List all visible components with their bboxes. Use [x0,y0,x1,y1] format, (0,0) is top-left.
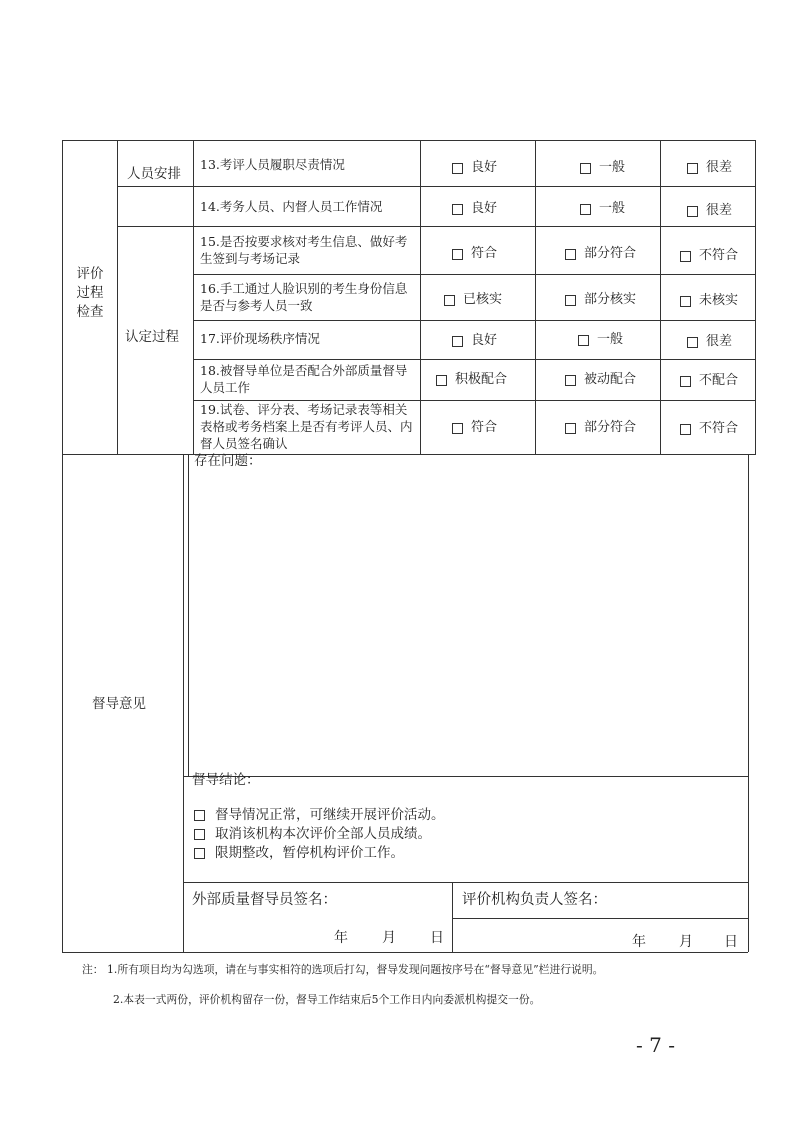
opinion-label: 督导意见 [92,696,146,712]
conclusion-option[interactable] [194,825,431,843]
checkbox-icon[interactable] [452,204,463,215]
conclusion-bottom [183,882,748,883]
option-checkbox[interactable] [680,292,738,310]
option-checkbox[interactable] [565,419,636,437]
row-divider [193,320,756,321]
conclusion-option-label: 督导情况正常，可继续开展评价活动。 [215,807,445,823]
opinion-col-divider [183,454,184,952]
row-divider [193,359,756,360]
sign-divider [452,882,453,952]
option-label: 良好 [471,160,498,175]
section-divider [62,454,756,455]
option-checkbox[interactable] [565,245,636,263]
option-label: 积极配合 [455,372,508,387]
option-checkbox[interactable] [680,247,738,265]
checkbox-icon[interactable] [687,337,698,348]
option-label: 良好 [471,333,498,348]
option-label: 未核实 [699,293,739,308]
checkbox-icon[interactable] [194,848,205,859]
checkbox-icon[interactable] [452,249,463,260]
conclusion-label: 督导结论： [192,772,260,788]
org-signature-label: 评价机构负责人签名： [462,892,607,908]
org-date-day: 日 [724,934,738,950]
option-label: 一般 [597,332,624,347]
option-label: 很差 [706,334,733,349]
row-19-text: 19.试卷、评分表、考场记录表等相关表格或考务档案上是否有考评人员、内督人员签名确认 [200,402,413,451]
option-checkbox[interactable] [578,331,623,349]
row-18-text: 18.被督导单位是否配合外部质量督导人员工作 [200,363,408,395]
option-label: 不符合 [699,421,739,436]
checkbox-icon[interactable] [194,810,205,821]
row-14-text: 14.考务人员、内督人员工作情况 [200,199,383,214]
option-checkbox[interactable] [436,371,507,389]
table-border-bottom [62,952,748,953]
checkbox-icon[interactable] [444,295,455,306]
option-label: 已核实 [463,292,503,307]
section-label-text: 评价过程检查 [76,266,104,320]
option-checkbox[interactable] [444,291,502,309]
option-checkbox[interactable] [687,202,732,220]
checkbox-icon[interactable] [578,335,589,346]
checkbox-icon[interactable] [680,251,691,262]
supervisor-date-day: 日 [430,930,444,946]
option-label: 不配合 [699,373,739,388]
col-divider-item [193,140,194,454]
row-17-text: 17.评价现场秩序情况 [200,331,320,346]
option-label: 一般 [599,201,626,216]
checkbox-icon[interactable] [580,163,591,174]
checkbox-icon[interactable] [680,424,691,435]
conclusion-option-label: 取消该机构本次评价全部人员成绩。 [215,826,431,842]
col-divider-opt3 [660,140,661,454]
option-checkbox[interactable] [580,159,625,177]
group-label-personnel: 人员安排 [127,166,181,182]
checkbox-icon[interactable] [565,249,576,260]
checkbox-icon[interactable] [452,163,463,174]
option-checkbox[interactable] [565,371,636,389]
table-border-right-lower [748,454,749,952]
note-1: 注： 1.所有项目均为勾选项，请在与事实相符的选项后打勾，督导发现问题按序号在“督导意见”栏进行说明。 [82,963,604,976]
option-label: 很差 [706,160,733,175]
note-2: 2.本表一式两份，评价机构留存一份，督导工作结束后5个工作日内向委派机构提交一份。 [113,993,541,1006]
sign-date-divider [452,918,748,919]
option-label: 符合 [471,420,498,435]
supervisor-date-year: 年 [334,930,348,946]
checkbox-icon[interactable] [680,376,691,387]
row-16-text: 16.手工通过人脸识别的考生身份信息是否与参考人员一致 [200,281,408,313]
option-label: 不符合 [699,248,739,263]
conclusion-option[interactable] [194,844,404,862]
checkbox-icon[interactable] [565,423,576,434]
checkbox-icon[interactable] [565,295,576,306]
row-divider [193,274,756,275]
option-label: 符合 [471,246,498,261]
option-checkbox[interactable] [687,159,732,177]
checkbox-icon[interactable] [452,423,463,434]
org-date-year: 年 [632,934,646,950]
row-13-text: 13.考评人员履职尽责情况 [200,157,345,172]
issues-inner-left [188,454,189,776]
checkbox-icon[interactable] [687,163,698,174]
option-label: 部分符合 [584,246,637,261]
option-checkbox[interactable] [680,372,738,390]
issues-textarea[interactable] [190,474,746,774]
checkbox-icon[interactable] [687,206,698,217]
option-label: 部分核实 [584,292,637,307]
conclusion-option[interactable] [194,806,445,824]
option-label: 被动配合 [584,372,637,387]
checkbox-icon[interactable] [452,336,463,347]
issues-bottom [183,776,748,777]
option-checkbox[interactable] [452,245,497,263]
page-number: - 7 - [636,1033,675,1057]
option-checkbox[interactable] [452,332,497,350]
col-divider-group [117,140,118,454]
option-checkbox[interactable] [687,333,732,351]
table-border-left [62,140,63,952]
checkbox-icon[interactable] [565,375,576,386]
option-label: 很差 [706,203,733,218]
option-checkbox[interactable] [680,420,738,438]
supervisor-signature-label: 外部质量督导员签名： [192,892,337,908]
option-checkbox[interactable] [565,291,636,309]
option-label: 部分符合 [584,420,637,435]
option-label: 良好 [471,201,498,216]
option-checkbox[interactable] [580,200,625,218]
issues-label: 存在问题： [194,453,262,469]
group-label-identification: 认定过程 [125,329,179,345]
checkbox-icon[interactable] [580,204,591,215]
option-checkbox[interactable] [452,159,497,177]
option-checkbox[interactable] [452,419,497,437]
section-label-evaluation-process [66,265,114,322]
row-15-text: 15.是否按要求核对考生信息、做好考生签到与考场记录 [200,234,408,266]
table-border-right-upper [755,140,756,454]
col-divider-opt1 [420,140,421,454]
conclusion-option-label: 限期整改，暂停机构评价工作。 [215,845,404,861]
checkbox-icon[interactable] [680,296,691,307]
option-label: 一般 [599,160,626,175]
option-checkbox[interactable] [452,200,497,218]
col-divider-opt2 [535,140,536,454]
table-border-top [62,140,756,141]
checkbox-icon[interactable] [436,375,447,386]
org-date-month: 月 [679,934,693,950]
checkbox-icon[interactable] [194,829,205,840]
supervisor-date-month: 月 [382,930,396,946]
